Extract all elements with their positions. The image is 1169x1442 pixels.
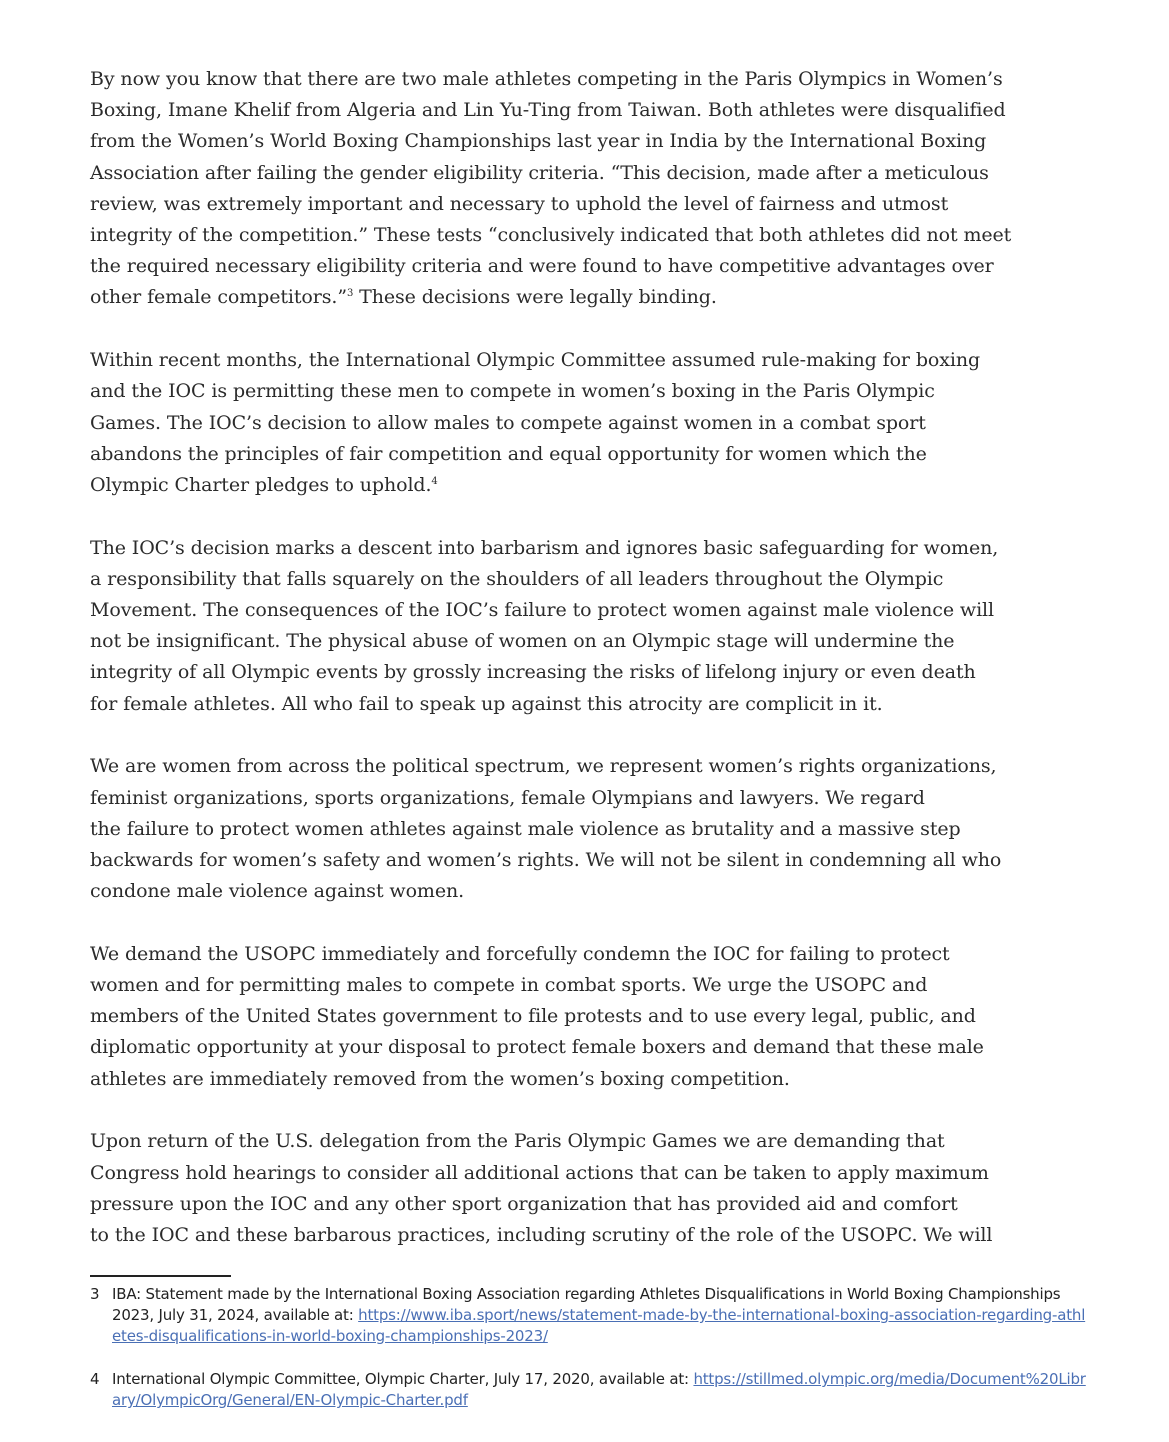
paragraph-3 [90,533,1080,720]
footnote-number: 4 [90,1370,100,1388]
paragraph-4 [90,751,1080,907]
footnote-text: International Olympic Committee, Olympic Charter, July 17, 2020, available at: [112,1370,694,1388]
paragraph-1 [90,64,1080,314]
footnotes [90,1284,1090,1433]
paragraph-2 [90,345,1080,501]
letter-body [90,64,1080,1283]
footnote-text: IBA: Statement made by the International Boxing Association regarding Athletes Disqualifications in World Boxing Championships 2023, July 31, 2024, available at: [112,1285,1061,1324]
paragraph-1-text: By now you know that there are two male athletes competing in the Paris Olympics in Women’s Boxing, Imane Khelif from Algeria and Lin Yu-Ting from Taiwan. Both athletes were disqualified from the Women’s World Boxing Championships last year in India by the International Boxing Association after failing the gender eligibility criteria. “This decision, made after a meticulous review, was extremely important and necessary to uphold the level of fairness and utmost integrity of the competition.” These tests “conclusively indicated that both athletes did not meet the required necessary eligibility criteria and were found to have competitive advantages over other female competitors.” [90,68,1012,309]
footnote-4 [90,1369,1090,1411]
footnote-body [112,1369,1090,1411]
footnote-link-olympic-charter[interactable]: https://stillmed.olympic.org/media/Document%20Library/OlympicOrg/General/EN-Olympic-Charter.pdf [112,1370,1086,1409]
paragraph-2-text: Within recent months, the International Olympic Committee assumed rule-making for boxing and the IOC is permitting these men to compete in women’s boxing in the Paris Olympic Games. The IOC’s decision to allow males to compete against women in a combat sport abandons the principles of fair competition and equal opportunity for women which the Olympic Charter pledges to uphold. [90,349,981,496]
paragraph-3-text: The IOC’s decision marks a descent into barbarism and ignores basic safeguarding for women, a responsibility that falls squarely on the shoulders of all leaders throughout the Olympic Movement. The consequences of the IOC’s failure to protect women against male violence will not be insignificant. The physical abuse of women on an Olympic stage will undermine the integrity of all Olympic events by grossly increasing the risks of lifelong injury or even death for female athletes. All who fail to speak up against this atrocity are complicit in it. [90,536,999,715]
footnote-link-iba[interactable]: https://www.iba.sport/news/statement-made-by-the-international-boxing-association-regarding-athletes-disqualifications-in-world-boxing-championships-2023/ [112,1306,1086,1345]
paragraph-5-text: We demand the USOPC immediately and forcefully condemn the IOC for failing to protect women and for permitting males to compete in combat sports. We urge the USOPC and members of the United States government to file protests and to use every legal, public, and diplomatic opportunity at your disposal to protect female boxers and demand that these male athletes are immediately removed from the women’s boxing competition. [90,942,984,1090]
paragraph-1-tail: These decisions were legally binding. [353,286,717,309]
footnote-body [112,1284,1090,1347]
footnote-3 [90,1284,1090,1347]
paragraph-6 [90,1126,1080,1251]
footnote-ref-4[interactable]: 4 [431,475,438,487]
footnote-number: 3 [90,1285,100,1303]
footnote-divider [90,1275,231,1277]
footnote-ref-3[interactable]: 3 [346,288,354,300]
paragraph-4-text: We are women from across the political spectrum, we represent women’s rights organizations, feminist organizations, sports organizations, female Olympians and lawyers. We regard the failure to protect women athletes against male violence as brutality and a massive step backwards for women’s safety and women’s rights. We will not be silent in condemning all who condone male violence against women. [90,755,1002,903]
paragraph-5 [90,939,1080,1095]
paragraph-6-text: Upon return of the U.S. delegation from the Paris Olympic Games we are demanding that Congress hold hearings to consider all additional actions that can be taken to apply maximum pressure upon the IOC and any other sport organization that has provided aid and comfort to the IOC and these barbarous practices, including scrutiny of the role of the USOPC. We will [90,1130,993,1246]
